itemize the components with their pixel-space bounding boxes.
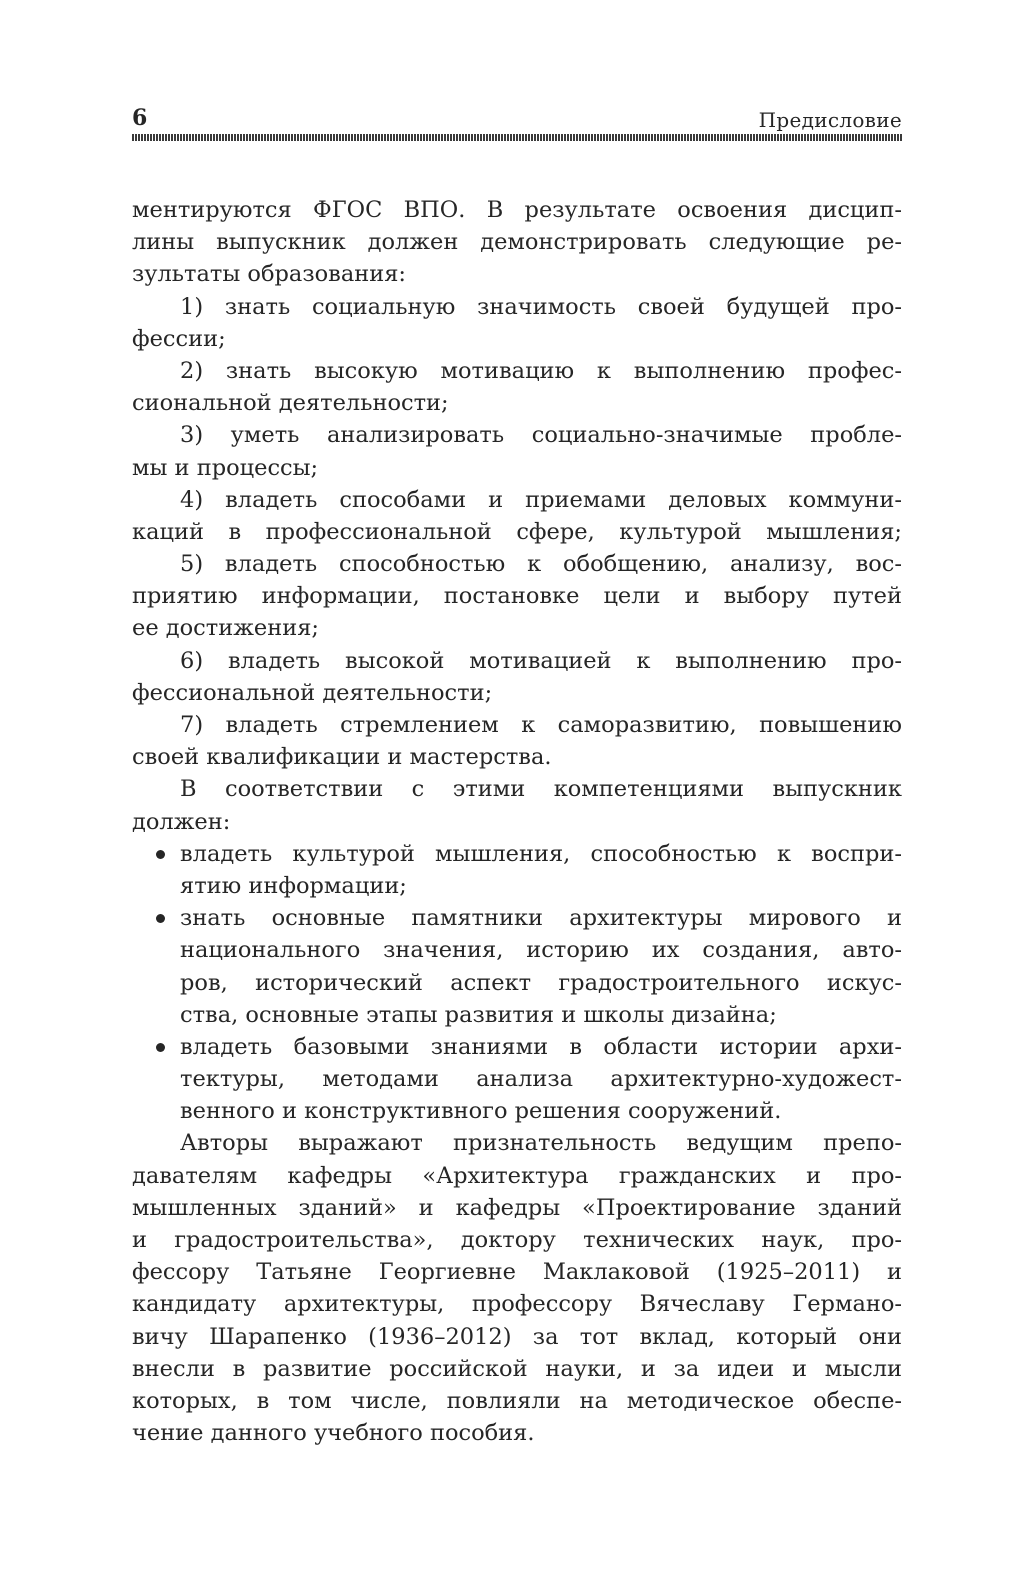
bullet-item-1 xyxy=(132,838,902,902)
list-item-3-line: 3) уметь анализировать социально-значимые пробле- xyxy=(180,422,902,449)
text-line: сиональной деятельности; xyxy=(132,390,449,417)
list-item-2-line: 2) знать высокую мотивацию к выполнению профес- xyxy=(180,357,902,384)
list-item-5-line: 5) владеть способностью к обобщению, анализу, вос- xyxy=(180,551,902,578)
text-line: фессиональной деятельности; xyxy=(132,679,493,706)
text-line: должен: xyxy=(132,808,231,835)
text-line: мы и процессы; xyxy=(132,454,319,481)
text-line: давателям кафедры «Архитектура гражданских и про- xyxy=(132,1162,902,1189)
text-line: ров, исторический аспект градостроительного искус- xyxy=(180,969,902,996)
text-line: каций в профессиональной сфере, культурой мышления; xyxy=(132,518,902,545)
text-line: и градостроительства», доктору технических наук, про- xyxy=(132,1227,902,1253)
text-line: владеть культурой мышления, способностью к воспри- xyxy=(180,840,902,867)
paragraph-start-line: Авторы выражают признательность ведущим препо- xyxy=(180,1130,902,1157)
bullet-item-2 xyxy=(132,902,902,1031)
text-line: лины выпускник должен демонстрировать следующие ре- xyxy=(132,229,902,256)
list-item-4-line: 4) владеть способами и приемами деловых коммуни- xyxy=(180,486,902,513)
text-line: знать основные памятники архитектуры мирового и xyxy=(180,905,902,932)
text-line: фессии; xyxy=(132,325,226,352)
text-line: владеть базовыми знаниями в области истории архи- xyxy=(180,1033,902,1060)
text-line: ментируются ФГОС ВПО. В результате освоения дисцип- xyxy=(132,197,902,223)
text-line: ее достижения; xyxy=(132,615,320,642)
list-item-1-line: 1) знать социальную значимость своей будущей про- xyxy=(180,293,902,320)
text-line: зультаты образования: xyxy=(132,261,406,288)
running-header xyxy=(132,100,902,140)
running-title: Предисловие xyxy=(758,108,902,132)
text-line: тектуры, методами анализа архитектурно-художест- xyxy=(180,1066,902,1093)
text-line: мышленных зданий» и кафедры «Проектирование зданий xyxy=(132,1194,902,1221)
text-line: которых, в том числе, повлияли на методическое обеспе- xyxy=(132,1387,902,1414)
text-line: фессору Татьяне Георгиевне Маклаковой (1925–2011) и xyxy=(132,1259,902,1286)
text-line: ятию информации; xyxy=(180,872,407,899)
list-item-6-line: 6) владеть высокой мотивацией к выполнению про- xyxy=(180,647,902,674)
list-item-7-line: 7) владеть стремлением к саморазвитию, повышению xyxy=(180,712,902,738)
text-line: вичу Шарапенко (1936–2012) за тот вклад, который они xyxy=(132,1323,902,1350)
text-line: своей квалификации и мастерства. xyxy=(132,744,552,771)
text-line: кандидату архитектуры, профессору Вячеславу Германо- xyxy=(132,1291,902,1318)
text-line: национального значения, историю их создания, авто- xyxy=(180,937,902,964)
text-line: чение данного учебного пособия. xyxy=(132,1420,535,1447)
paragraph-start-line: В соответствии с этими компетенциями выпускник xyxy=(180,776,902,803)
bullet-item-3 xyxy=(132,1031,902,1128)
text-line: ства, основные этапы развития и школы дизайна; xyxy=(180,1001,777,1028)
header-rule xyxy=(132,134,902,141)
page-number: 6 xyxy=(132,105,148,131)
body-text xyxy=(132,194,902,1449)
text-line: внесли в развитие российской науки, и за идеи и мысли xyxy=(132,1355,902,1382)
text-line: венного и конструктивного решения сооружений. xyxy=(180,1098,782,1125)
text-line: приятию информации, постановке цели и выбору путей xyxy=(132,583,902,610)
